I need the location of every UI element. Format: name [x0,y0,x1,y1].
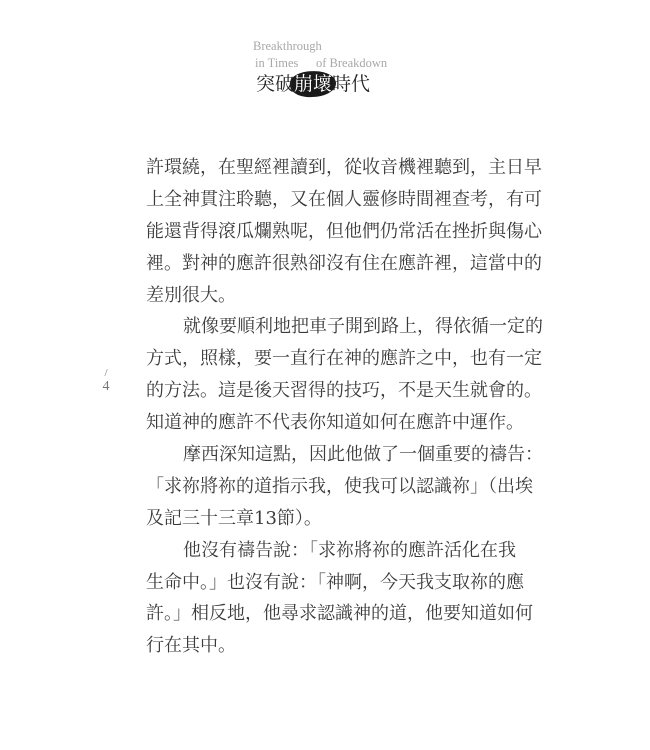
text-line: 方式，照樣，要一直行在神的應許之中，也有一定 [146,348,542,370]
title-part-3: 時代 [332,73,371,95]
text-line: 知道神的應許不代表你知道如何在應許中運作。 [146,412,524,434]
text-line: 許環繞，在聖經裡讀到，從收音機裡聽到，主日早 [146,157,542,178]
scripture-quote-line: 「求祢將祢的道指示我，使我可以認識祢」（出埃 [146,475,533,497]
text-line: 就像要順利地把車子開到路上，得依循一定的 [183,316,543,338]
title-part-2: 崩壞 [294,73,333,95]
text-line: 能還背得滾瓜爛熟呢，但他們仍常活在挫折與傷心 [146,220,542,242]
body-text [146,152,543,662]
header-english-line2a: in Times [255,56,299,70]
title-part-1: 突破 [256,73,295,95]
header-english-line2b: of Breakdown [316,56,388,70]
text-line: 他沒有禱告說：「求祢將祢的應許活化在我 [183,539,516,561]
text-line: 許。」相反地，他尋求認識神的道，他要知道如何 [146,603,533,625]
text-line: 上全神貫注聆聽，又在個人靈修時間裡查考，有可 [146,188,542,210]
text-line: 摩西深知這點，因此他做了一個重要的禱告： [183,444,543,466]
text-line: 行在其中。 [146,635,236,657]
page-number-slash: / [104,367,108,379]
text-line: 裡。對神的應許很熟卻沒有住在應許裡，這當中的 [146,252,542,274]
header-english-line1: Breakthrough [253,39,322,53]
text-line: 差別很大。 [146,284,236,306]
page-number [100,366,112,394]
scripture-reference-line: 及記三十三章13節）。 [146,507,322,529]
text-line: 生命中。」也沒有說：「神啊，今天我支取祢的應 [146,571,524,593]
text-line: 的方法。這是後天習得的技巧，不是天生就會的。 [146,380,542,402]
book-title [256,69,370,96]
page-number-value: 4 [102,379,110,394]
